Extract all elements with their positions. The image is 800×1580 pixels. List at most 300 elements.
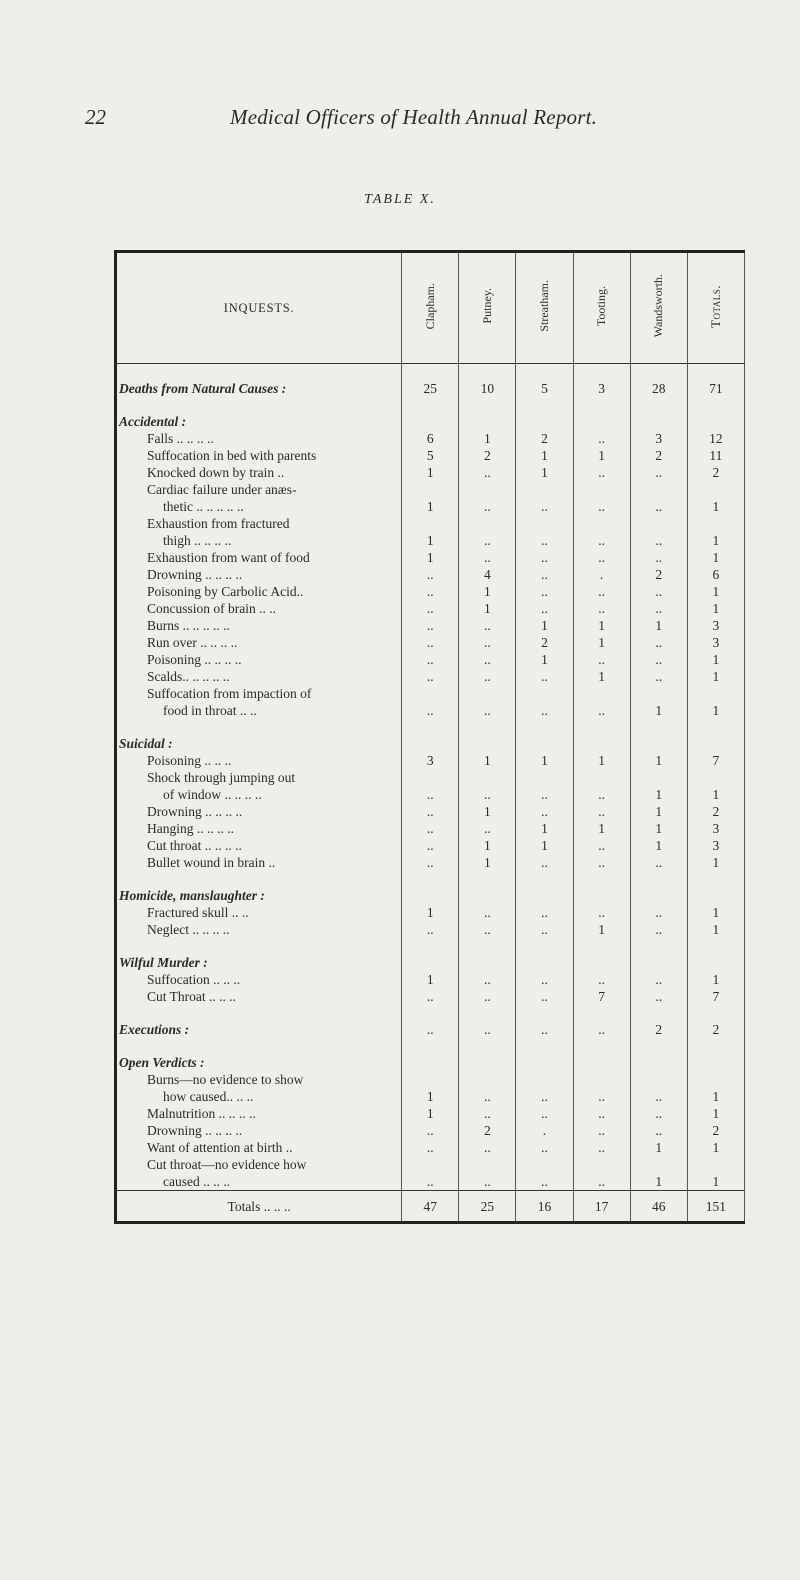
table-cell: [459, 515, 516, 532]
table-cell: 25: [402, 380, 459, 397]
table-cell: [687, 481, 744, 498]
table-cell: ..: [630, 464, 687, 481]
table-cell: 71: [687, 380, 744, 397]
table-cell: [459, 1005, 516, 1021]
row-label: Scalds.. .. .. .. ..: [116, 668, 402, 685]
table-cell: ..: [573, 1105, 630, 1122]
table-cell: [630, 719, 687, 735]
row-label: Hanging .. .. .. ..: [116, 820, 402, 837]
column-header-totals: [687, 252, 744, 364]
column-header-inquests: INQUESTS.: [116, 252, 402, 364]
table-cell: [402, 954, 459, 971]
table-row: [116, 887, 745, 904]
table-cell: [630, 413, 687, 430]
table-cell: [687, 954, 744, 971]
table-cell: 1: [516, 464, 573, 481]
column-header-putney: [459, 252, 516, 364]
row-label: [116, 719, 402, 735]
table-row: [116, 1054, 745, 1071]
table-cell: ..: [402, 803, 459, 820]
table-cell: 46: [630, 1191, 687, 1223]
row-label: Suffocation from impaction of: [116, 685, 402, 702]
table-cell: [573, 954, 630, 971]
table-cell: [459, 1071, 516, 1088]
table-header-row: [116, 252, 745, 364]
inquests-table-container: [114, 250, 745, 1580]
row-label: Falls .. .. .. ..: [116, 430, 402, 447]
table-cell: [630, 1071, 687, 1088]
spacer-row: [116, 1005, 745, 1021]
table-row: [116, 752, 745, 769]
table-row: [116, 971, 745, 988]
table-cell: ..: [630, 498, 687, 515]
table-cell: 1: [687, 532, 744, 549]
table-cell: [630, 364, 687, 381]
row-label: how caused.. .. ..: [116, 1088, 402, 1105]
table-row: [116, 1173, 745, 1191]
table-cell: [573, 769, 630, 786]
table-cell: ..: [402, 854, 459, 871]
table-cell: ..: [573, 430, 630, 447]
table-row: [116, 600, 745, 617]
table-cell: ..: [459, 617, 516, 634]
table-cell: [687, 1038, 744, 1054]
table-cell: ..: [459, 904, 516, 921]
page-number: 22: [85, 105, 106, 129]
table-row: [116, 668, 745, 685]
table-cell: 1: [402, 549, 459, 566]
table-cell: [573, 364, 630, 381]
table-cell: ..: [573, 803, 630, 820]
table-cell: ..: [630, 668, 687, 685]
table-cell: [516, 515, 573, 532]
column-header-label: Clapham.: [422, 282, 437, 330]
table-cell: [687, 1054, 744, 1071]
table-cell: [459, 769, 516, 786]
table-row: [116, 549, 745, 566]
row-label: Wilful Murder :: [116, 954, 402, 971]
table-row: [116, 735, 745, 752]
table-cell: 25: [459, 1191, 516, 1223]
table-cell: ..: [573, 786, 630, 803]
table-cell: 1: [687, 549, 744, 566]
row-label: Drowning .. .. .. ..: [116, 803, 402, 820]
table-row: [116, 430, 745, 447]
table-cell: 1: [516, 820, 573, 837]
table-cell: ..: [402, 1021, 459, 1038]
table-cell: 1: [402, 532, 459, 549]
table-cell: [402, 769, 459, 786]
table-cell: ..: [573, 1122, 630, 1139]
row-label: Totals .. .. ..: [116, 1191, 402, 1223]
row-label: Cut throat—no evidence how: [116, 1156, 402, 1173]
table-cell: ..: [573, 651, 630, 668]
table-cell: [573, 1071, 630, 1088]
table-cell: 1: [459, 837, 516, 854]
table-cell: [516, 1038, 573, 1054]
row-label: Neglect .. .. .. ..: [116, 921, 402, 938]
table-cell: ..: [573, 1021, 630, 1038]
table-cell: [687, 938, 744, 954]
column-header-label: Streatham.: [536, 280, 551, 332]
table-cell: ..: [459, 1088, 516, 1105]
table-cell: ..: [459, 651, 516, 668]
table-cell: [573, 1005, 630, 1021]
table-cell: ..: [573, 702, 630, 719]
table-cell: [630, 938, 687, 954]
table-cell: 1: [687, 668, 744, 685]
table-row: [116, 1122, 745, 1139]
table-cell: ..: [459, 921, 516, 938]
table-cell: [459, 887, 516, 904]
table-row: [116, 803, 745, 820]
row-label: of window .. .. .. ..: [116, 786, 402, 803]
table-cell: ..: [459, 498, 516, 515]
table-cell: [459, 364, 516, 381]
table-row: [116, 1156, 745, 1173]
row-label: Accidental :: [116, 413, 402, 430]
table-row: [116, 786, 745, 803]
table-cell: ..: [516, 1088, 573, 1105]
table-cell: [687, 364, 744, 381]
table-cell: ..: [516, 904, 573, 921]
column-header-label: Totals.: [707, 284, 723, 328]
table-cell: ..: [630, 904, 687, 921]
table-cell: ..: [402, 1122, 459, 1139]
row-label: Cut throat .. .. .. ..: [116, 837, 402, 854]
table-cell: 1: [687, 1173, 744, 1191]
table-row: [116, 820, 745, 837]
page-header: [85, 105, 725, 135]
table-cell: ..: [402, 1139, 459, 1156]
table-cell: [573, 1038, 630, 1054]
row-label: Exhaustion from fractured: [116, 515, 402, 532]
table-cell: [573, 515, 630, 532]
table-cell: 3: [687, 820, 744, 837]
table-cell: 1: [687, 651, 744, 668]
table-cell: ..: [516, 921, 573, 938]
table-cell: ..: [459, 786, 516, 803]
row-label: Knocked down by train ..: [116, 464, 402, 481]
table-cell: [573, 887, 630, 904]
table-cell: ..: [573, 600, 630, 617]
table-cell: 6: [687, 566, 744, 583]
table-cell: [402, 1156, 459, 1173]
table-row: [116, 904, 745, 921]
table-cell: [459, 1054, 516, 1071]
table-cell: 2: [459, 1122, 516, 1139]
row-label: Drowning .. .. .. ..: [116, 1122, 402, 1139]
table-cell: 1: [459, 430, 516, 447]
row-label: Burns—no evidence to show: [116, 1071, 402, 1088]
table-cell: 2: [516, 634, 573, 651]
table-row: [116, 634, 745, 651]
table-cell: [402, 871, 459, 887]
table-cell: 1: [516, 837, 573, 854]
table-cell: 1: [687, 921, 744, 938]
table-cell: ..: [573, 498, 630, 515]
table-cell: 2: [630, 447, 687, 464]
table-cell: [573, 1054, 630, 1071]
table-cell: [402, 1071, 459, 1088]
table-row: [116, 837, 745, 854]
row-label: Run over .. .. .. ..: [116, 634, 402, 651]
table-cell: ..: [630, 583, 687, 600]
table-cell: ..: [573, 837, 630, 854]
table-cell: ..: [459, 820, 516, 837]
table-cell: ..: [402, 651, 459, 668]
table-cell: [687, 515, 744, 532]
table-cell: ..: [402, 786, 459, 803]
table-cell: 11: [687, 447, 744, 464]
table-row: [116, 769, 745, 786]
column-header-label: Wandsworth.: [651, 274, 666, 338]
table-row: [116, 685, 745, 702]
row-label: Suicidal :: [116, 735, 402, 752]
table-cell: 1: [687, 904, 744, 921]
table-row: [116, 566, 745, 583]
table-cell: [630, 1005, 687, 1021]
table-cell: ..: [516, 971, 573, 988]
table-row: [116, 464, 745, 481]
table-cell: [516, 1071, 573, 1088]
table-cell: [516, 1054, 573, 1071]
table-cell: ..: [516, 702, 573, 719]
table-cell: 1: [687, 600, 744, 617]
table-cell: ..: [459, 702, 516, 719]
table-cell: ..: [516, 532, 573, 549]
table-cell: [516, 1005, 573, 1021]
table-cell: ..: [402, 668, 459, 685]
table-row: [116, 617, 745, 634]
table-cell: ..: [402, 617, 459, 634]
table-cell: [687, 413, 744, 430]
table-cell: ..: [516, 549, 573, 566]
table-cell: 1: [687, 1105, 744, 1122]
row-label: [116, 871, 402, 887]
table-cell: [516, 735, 573, 752]
table-cell: [630, 871, 687, 887]
table-row: [116, 1139, 745, 1156]
table-cell: [573, 938, 630, 954]
table-cell: ..: [459, 464, 516, 481]
table-cell: ..: [630, 971, 687, 988]
table-cell: ..: [630, 651, 687, 668]
table-cell: ..: [516, 786, 573, 803]
table-cell: [516, 481, 573, 498]
table-cell: ..: [573, 583, 630, 600]
table-cell: ..: [573, 1139, 630, 1156]
table-cell: 47: [402, 1191, 459, 1223]
table-cell: 1: [630, 752, 687, 769]
spacer-row: [116, 1038, 745, 1054]
table-cell: 3: [687, 634, 744, 651]
column-header-label: Tooting.: [594, 285, 609, 327]
table-cell: ..: [516, 1139, 573, 1156]
column-header-label: Putney.: [479, 288, 494, 324]
table-cell: [630, 685, 687, 702]
table-cell: ..: [630, 988, 687, 1005]
row-label: Poisoning .. .. .. ..: [116, 651, 402, 668]
row-label: Fractured skull .. ..: [116, 904, 402, 921]
table-cell: ..: [630, 600, 687, 617]
table-row: [116, 498, 745, 515]
table-cell: [687, 1156, 744, 1173]
table-cell: .: [516, 1122, 573, 1139]
table-cell: [687, 887, 744, 904]
table-cell: 17: [573, 1191, 630, 1223]
table-cell: ..: [459, 532, 516, 549]
table-cell: ..: [516, 1173, 573, 1191]
table-cell: ..: [573, 971, 630, 988]
table-cell: [630, 481, 687, 498]
table-cell: ..: [630, 854, 687, 871]
table-cell: [687, 1005, 744, 1021]
table-cell: ..: [459, 668, 516, 685]
table-cell: [687, 719, 744, 735]
row-label: Executions :: [116, 1021, 402, 1038]
row-label: Homicide, manslaughter :: [116, 887, 402, 904]
table-cell: 2: [687, 464, 744, 481]
table-row: [116, 1088, 745, 1105]
table-cell: ..: [573, 464, 630, 481]
table-cell: 2: [687, 1021, 744, 1038]
table-cell: ..: [402, 600, 459, 617]
table-body: [116, 364, 745, 1223]
table-cell: ..: [573, 1088, 630, 1105]
table-cell: [459, 719, 516, 735]
column-header-wandsworth: [630, 252, 687, 364]
table-cell: ..: [516, 600, 573, 617]
table-cell: [516, 887, 573, 904]
table-cell: [516, 685, 573, 702]
table-cell: [459, 1038, 516, 1054]
table-cell: 1: [402, 904, 459, 921]
table-row: [116, 447, 745, 464]
inquests-table: [114, 250, 745, 1224]
table-cell: 1: [573, 447, 630, 464]
table-cell: [459, 413, 516, 430]
table-cell: [630, 1156, 687, 1173]
table-cell: [516, 938, 573, 954]
table-cell: [402, 413, 459, 430]
table-cell: 2: [630, 1021, 687, 1038]
table-cell: [630, 1038, 687, 1054]
row-label: Burns .. .. .. .. ..: [116, 617, 402, 634]
table-cell: [402, 1038, 459, 1054]
table-cell: ..: [516, 803, 573, 820]
totals-row: [116, 1191, 745, 1223]
table-cell: [402, 397, 459, 413]
table-cell: ..: [630, 1088, 687, 1105]
table-cell: ..: [516, 1021, 573, 1038]
table-cell: 1: [630, 786, 687, 803]
table-cell: [459, 871, 516, 887]
table-cell: [573, 397, 630, 413]
table-cell: 1: [687, 498, 744, 515]
table-cell: [573, 871, 630, 887]
table-row: [116, 1071, 745, 1088]
table-cell: 1: [687, 1139, 744, 1156]
table-cell: 5: [402, 447, 459, 464]
table-cell: ..: [516, 583, 573, 600]
table-cell: [687, 871, 744, 887]
table-cell: [402, 938, 459, 954]
table-row: [116, 702, 745, 719]
table-cell: [402, 719, 459, 735]
table-cell: [573, 413, 630, 430]
table-cell: [573, 685, 630, 702]
table-cell: 2: [459, 447, 516, 464]
table-cell: [459, 1156, 516, 1173]
table-cell: [687, 397, 744, 413]
row-label: thigh .. .. .. ..: [116, 532, 402, 549]
table-cell: 1: [402, 971, 459, 988]
table-cell: [516, 364, 573, 381]
table-cell: ..: [402, 702, 459, 719]
table-cell: 1: [573, 820, 630, 837]
table-cell: [402, 481, 459, 498]
table-cell: ..: [630, 1122, 687, 1139]
table-cell: 1: [630, 1173, 687, 1191]
table-cell: ..: [459, 549, 516, 566]
table-cell: 1: [516, 752, 573, 769]
row-label: Bullet wound in brain ..: [116, 854, 402, 871]
table-cell: [402, 364, 459, 381]
table-cell: ..: [516, 566, 573, 583]
row-label: Want of attention at birth ..: [116, 1139, 402, 1156]
table-row: [116, 532, 745, 549]
table-cell: 10: [459, 380, 516, 397]
table-cell: 1: [402, 1105, 459, 1122]
row-label: [116, 938, 402, 954]
table-cell: 3: [687, 617, 744, 634]
table-cell: [402, 887, 459, 904]
table-cell: [687, 1071, 744, 1088]
table-row: [116, 481, 745, 498]
table-cell: 1: [459, 854, 516, 871]
table-cell: 1: [687, 702, 744, 719]
table-cell: 1: [402, 498, 459, 515]
table-cell: ..: [459, 1139, 516, 1156]
table-cell: 1: [459, 600, 516, 617]
table-cell: [687, 769, 744, 786]
table-cell: 4: [459, 566, 516, 583]
row-label: Poisoning by Carbolic Acid..: [116, 583, 402, 600]
table-cell: [516, 871, 573, 887]
table-cell: 7: [687, 752, 744, 769]
table-row: [116, 515, 745, 532]
table-cell: [402, 1005, 459, 1021]
table-cell: ..: [516, 498, 573, 515]
table-cell: ..: [402, 634, 459, 651]
column-header-clapham: [402, 252, 459, 364]
table-cell: [516, 954, 573, 971]
table-cell: [630, 887, 687, 904]
row-label: [116, 397, 402, 413]
table-cell: 1: [687, 1088, 744, 1105]
table-cell: [630, 515, 687, 532]
table-cell: 3: [630, 430, 687, 447]
table-cell: ..: [573, 549, 630, 566]
table-cell: 1: [573, 921, 630, 938]
table-cell: ..: [459, 634, 516, 651]
table-cell: 3: [573, 380, 630, 397]
table-cell: [573, 1156, 630, 1173]
table-cell: 1: [573, 668, 630, 685]
table-cell: [402, 685, 459, 702]
table-cell: [516, 413, 573, 430]
